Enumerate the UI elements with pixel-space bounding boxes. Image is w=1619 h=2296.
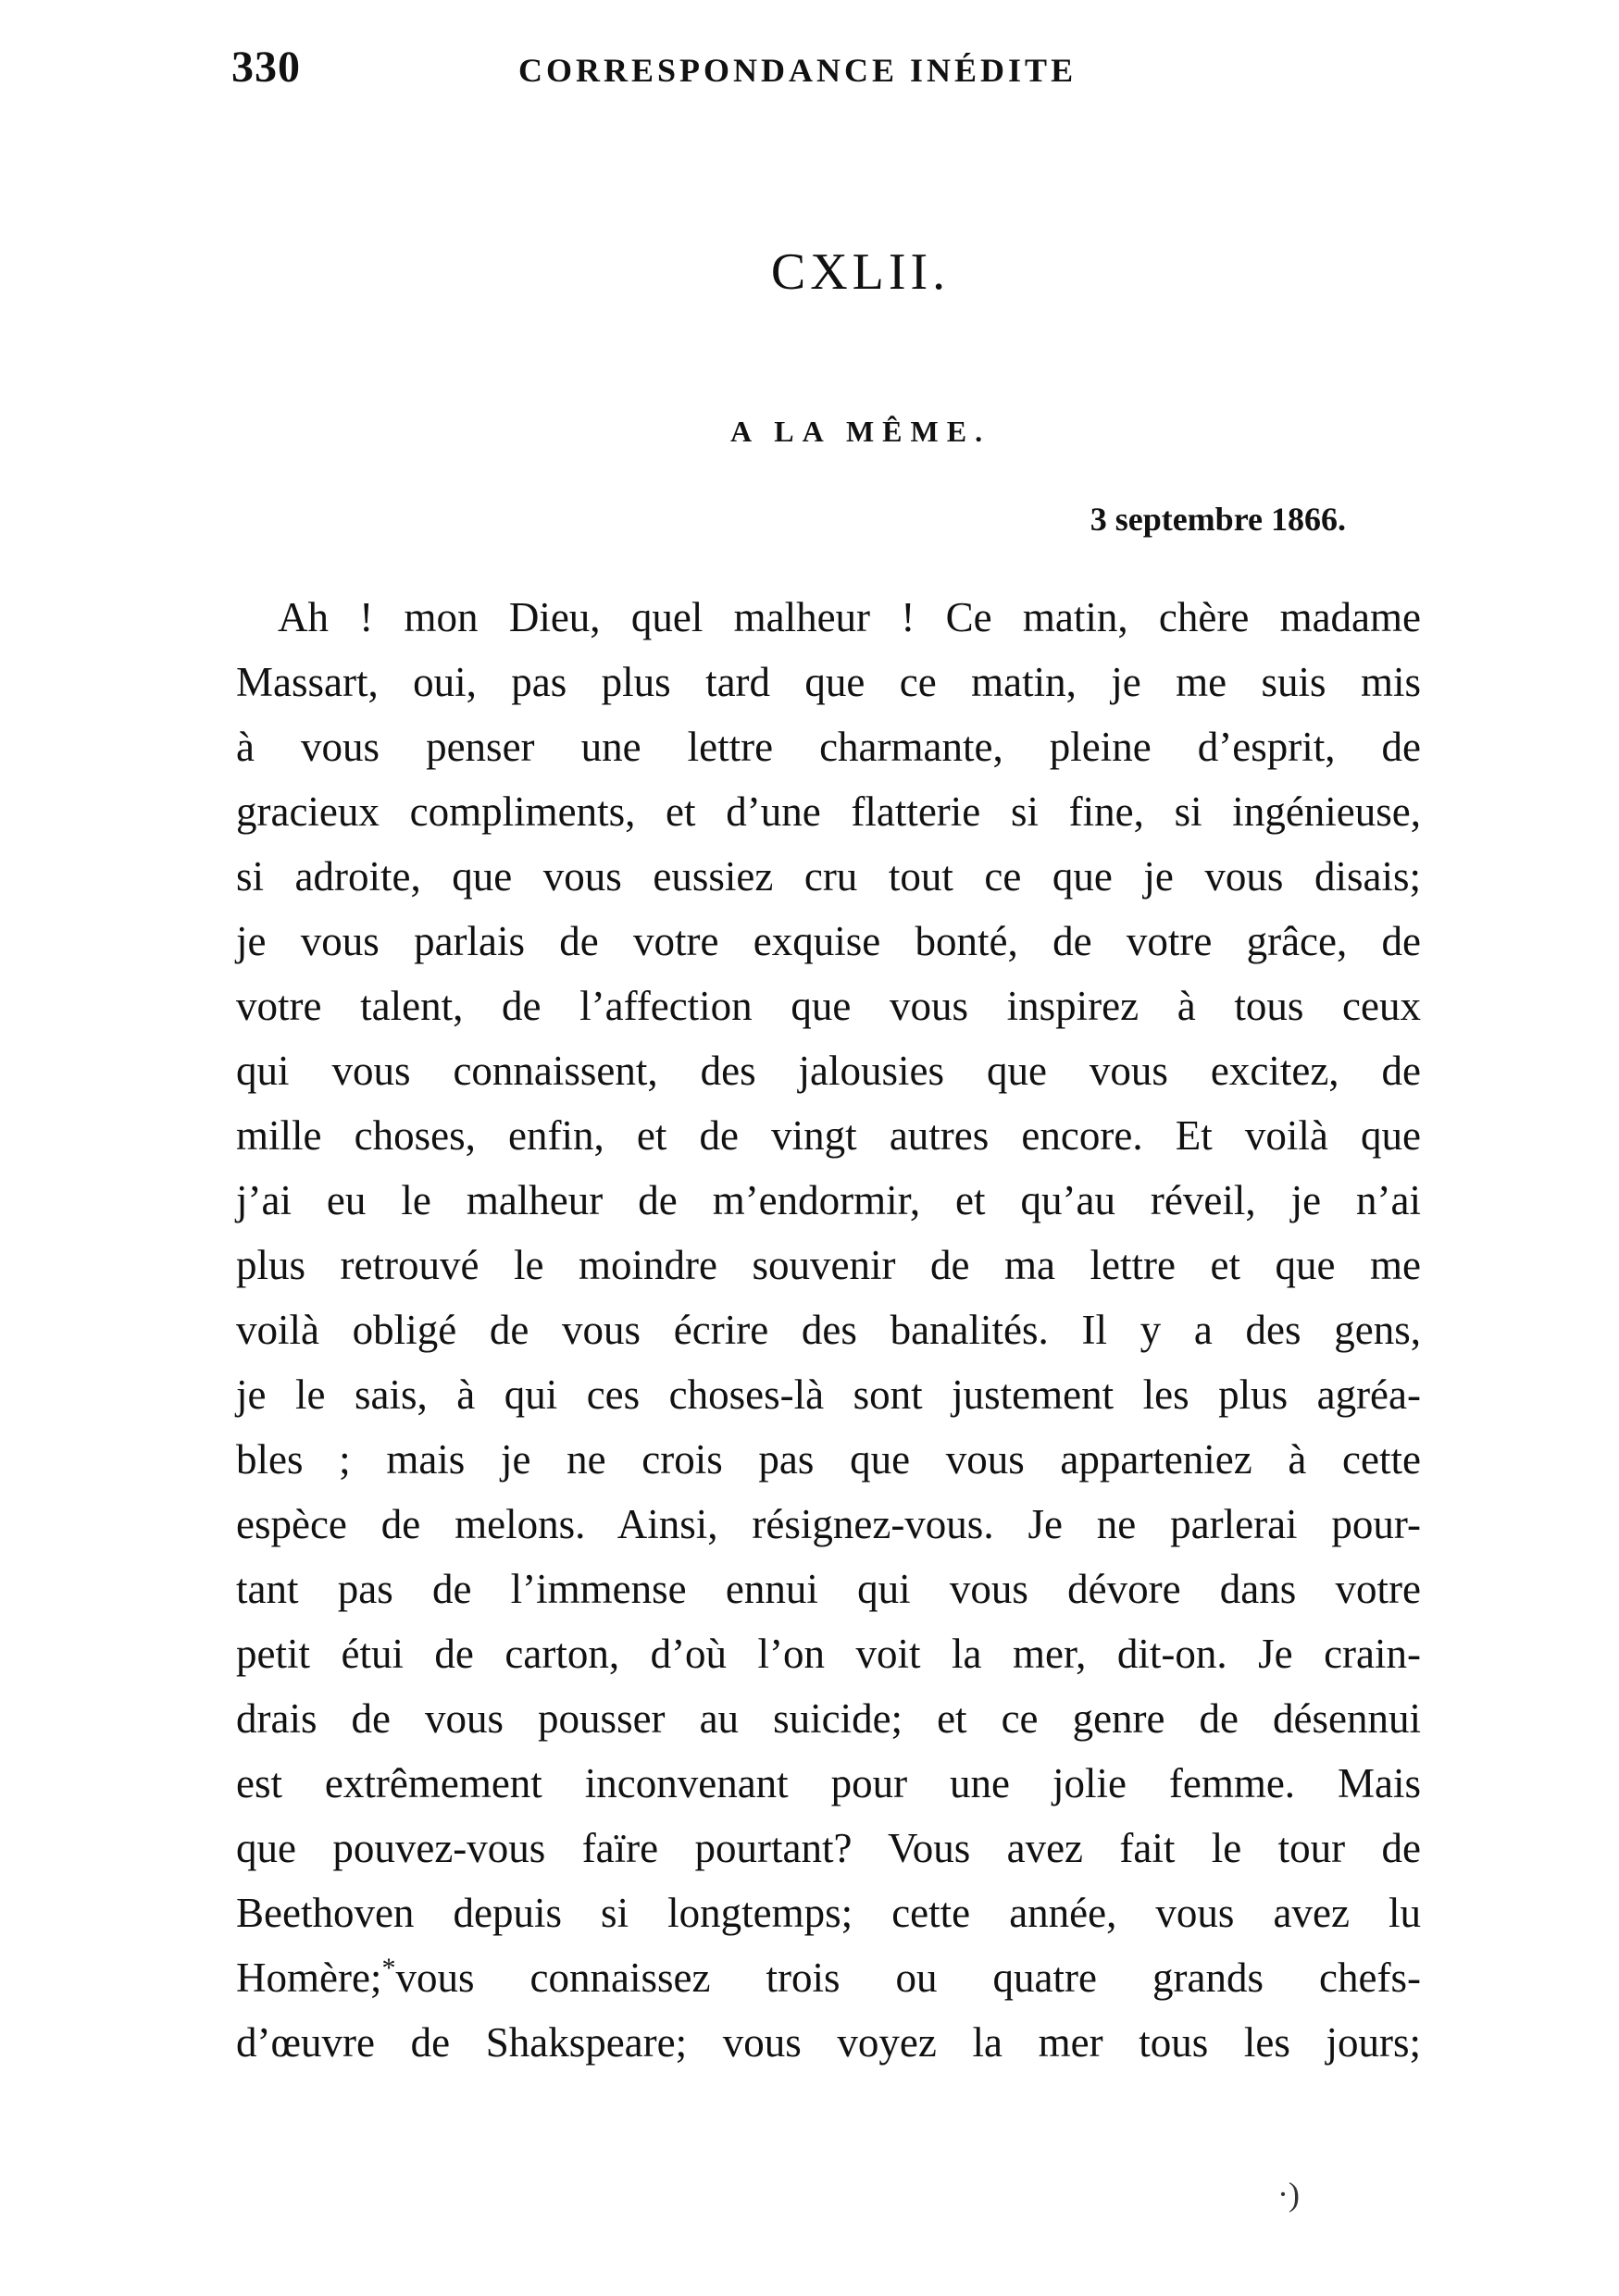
body-line: d’œuvre de Shakspeare; vous voyez la mer tous les jours;	[236, 2019, 1421, 2066]
page-number: 330	[231, 43, 301, 92]
body-line: Massart, oui, pas plus tard que ce matin, je me suis mis	[236, 659, 1421, 705]
footnote-mark: *	[381, 1953, 396, 1983]
recipient-heading: A LA MÊME.	[729, 415, 991, 448]
body-line: Ah ! mon Dieu, quel malheur ! Ce matin, chère madame	[278, 594, 1421, 640]
body-line: votre talent, de l’affection que vous inspirez à tous ceux	[236, 983, 1421, 1029]
body-line: je le sais, à qui ces choses-là sont justement les plus agréa-	[236, 1371, 1421, 1418]
body-line: petit étui de carton, d’où l’on voit la mer, dit-on. Je crain-	[236, 1631, 1421, 1677]
bottom-mark: ·)	[1277, 2176, 1300, 2213]
body-line: que pouvez-vous faïre pourtant? Vous avez fait le tour de	[236, 1825, 1421, 1871]
body-line: je vous parlais de votre exquise bonté, de votre grâce, de	[236, 918, 1421, 964]
letter-body	[236, 585, 1421, 2075]
body-line: espèce de melons. Ainsi, résignez-vous. Je ne parlerai pour-	[236, 1501, 1421, 1547]
body-line: voilà obligé de vous écrire des banalités. Il y a des gens,	[236, 1307, 1421, 1353]
line-22-start: Homère;	[236, 1955, 382, 2001]
letter-date: 3 septembre 1866.	[1090, 501, 1346, 538]
body-line: gracieux compliments, et d’une flatterie si fine, si ingénieuse,	[236, 788, 1421, 835]
body-line: plus retrouvé le moindre souvenir de ma lettre et que me	[236, 1242, 1421, 1288]
body-line: si adroite, que vous eussiez cru tout ce que je vous disais;	[236, 853, 1421, 900]
body-line: j’ai eu le malheur de m’endormir, et qu’au réveil, je n’ai	[236, 1177, 1421, 1223]
body-line-with-footnote	[236, 1945, 1421, 2010]
body-line: à vous penser une lettre charmante, pleine d’esprit, de	[236, 724, 1421, 770]
body-line: Beethoven depuis si longtemps; cette année, vous avez lu	[236, 1890, 1421, 1936]
body-line: est extrêmement inconvenant pour une jolie femme. Mais	[236, 1760, 1421, 1806]
body-line: qui vous connaissent, des jalousies que vous excitez, de	[236, 1048, 1421, 1094]
running-head	[231, 42, 1398, 106]
body-line: mille choses, enfin, et de vingt autres encore. Et voilà que	[236, 1112, 1421, 1159]
running-title: CORRESPONDANCE INÉDITE	[518, 52, 1077, 89]
body-line: bles ; mais je ne crois pas que vous apparteniez à cette	[236, 1436, 1421, 1483]
body-line: tant pas de l’immense ennui qui vous dévore dans votre	[236, 1566, 1421, 1612]
letter-number: CXLII.	[770, 243, 951, 301]
body-line: drais de vous pousser au suicide; et ce genre de désennui	[236, 1695, 1421, 1742]
line-22-end: vous connaissez trois ou quatre grands chefs-	[395, 1955, 1421, 2001]
